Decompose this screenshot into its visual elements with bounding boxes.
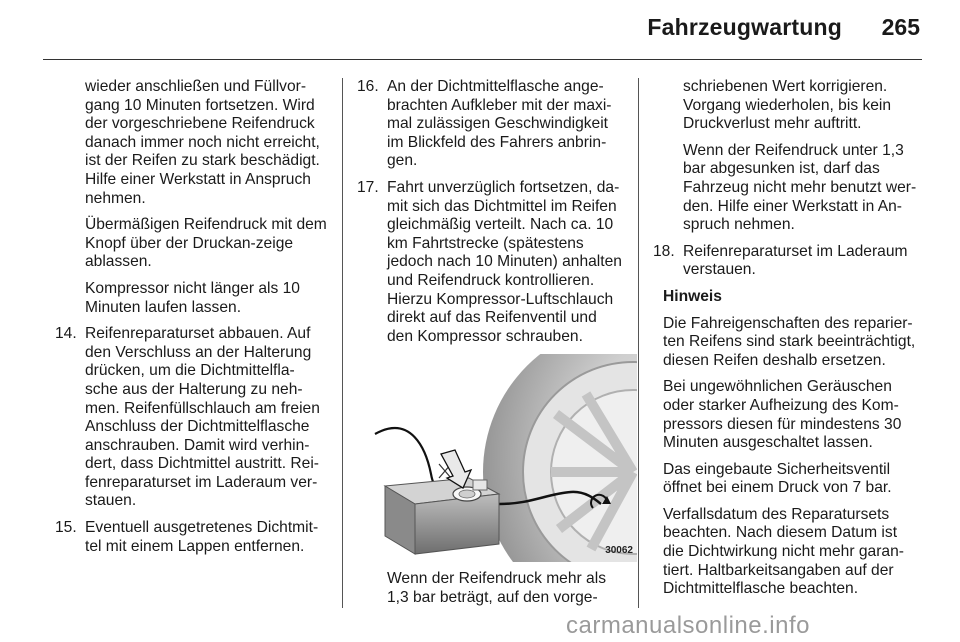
list-text: Fahrt unverzüglich fortsetzen, da-mit sich das Dichtmittel im Reifen gleichmäßig verteilt. Nach ca. 10 km Fahrtstrecke (spätestens jedoch nach 10 Minuten) anhalten und Reifendruck kontrollieren. Hierzu Kompressor-Luftschlauch direkt auf das Reifenventil und den Kompressor schrauben. [387,178,622,345]
list-item [653,243,921,280]
list-number: 18. [653,242,675,260]
note-box [653,288,921,599]
list-text: Reifenreparaturset im Laderaum verstauen. [683,242,908,279]
compressor-illustration [371,354,637,562]
paragraph: wieder anschließen und Füllvor-gang 10 Minuten fortsetzen. Wird der vorgeschriebene Reifendruck danach immer noch nicht erreicht, ist der Reifen zu stark beschädigt. Hilfe einer Werkstatt in Anspruch nehmen. [85,78,320,207]
list-text: Eventuell ausgetretenes Dichtmit-tel mit einem Lappen entfernen. [85,519,319,555]
list-text: An der Dichtmittelflasche ange-brachten Aufkleber mit der maxi-mal zulässigen Geschwindigkeit im Blickfeld des Fahrers anbrin-gen. [387,78,612,170]
note-heading: Hinweis [663,287,722,305]
paragraph: Das eingebaute Sicherheitsventil öffnet bei einem Druck von 7 bar. [663,460,892,497]
paragraph: Wenn der Reifendruck unter 1,3 bar abgesunken ist, darf das Fahrzeug nicht mehr benutzt wer-den. Hilfe einer Werkstatt in An-spruch nehmen. [683,141,917,234]
list-number: 15. [55,519,77,537]
list-number: 14. [55,325,77,343]
column-divider [342,78,343,608]
list-item [55,325,327,511]
column-2 [357,78,633,616]
header-rule [43,59,922,60]
figure-number: 30062 [605,544,633,556]
section-title: Fahrzeugwartung [647,14,842,40]
list-item [55,519,327,556]
list-item [357,179,625,346]
paragraph: Kompressor nicht länger als 10 Minuten laufen lassen. [85,279,300,316]
paragraph: Übermäßigen Reifendruck mit dem Knopf über der Druckan-zeige ablassen. [85,216,327,271]
list-item [357,78,625,171]
column-1 [55,78,327,564]
paragraph: Die Fahreigenschaften des reparier-ten Reifens sind stark beeinträchtigt, diesen Reifen deshalb ersetzen. [663,314,916,369]
page-number: 265 [881,14,920,40]
column-divider [638,78,639,608]
list-text: Reifenreparaturset abbauen. Auf den Verschluss an der Halterung drücken, um die Dichtmittelfla-sche aus der Halterung zu neh-men. Reifenfüllschlauch am freien Anschluss der Dichtmittelflasche anschrauben. Damit wird verhin-dert, dass Dichtmittel austritt. Rei-fenreparaturset im Laderaum ver-stauen. [85,325,320,510]
paragraph: Verfallsdatum des Reparatursets beachten. Nach diesem Datum ist die Dichtwirkung nicht mehr garan-tiert. Haltbarkeitsangaben auf der Dichtmittelflasche beachten. [663,505,904,598]
column-3 [653,78,921,607]
paragraph: Wenn der Reifendruck mehr als 1,3 bar beträgt, auf den vorge- [387,570,606,606]
list-number: 17. [357,178,379,196]
watermark: carmanualsonline.info [566,612,810,639]
list-number: 16. [357,78,379,95]
paragraph: schriebenen Wert korrigieren. Vorgang wiederholen, bis kein Druckverlust mehr auftritt. [683,78,892,133]
paragraph: Bei ungewöhnlichen Geräuschen oder starker Aufheizung des Kom-pressors diesen für mindestens 30 Minuten ausgeschaltet lassen. [663,378,902,452]
